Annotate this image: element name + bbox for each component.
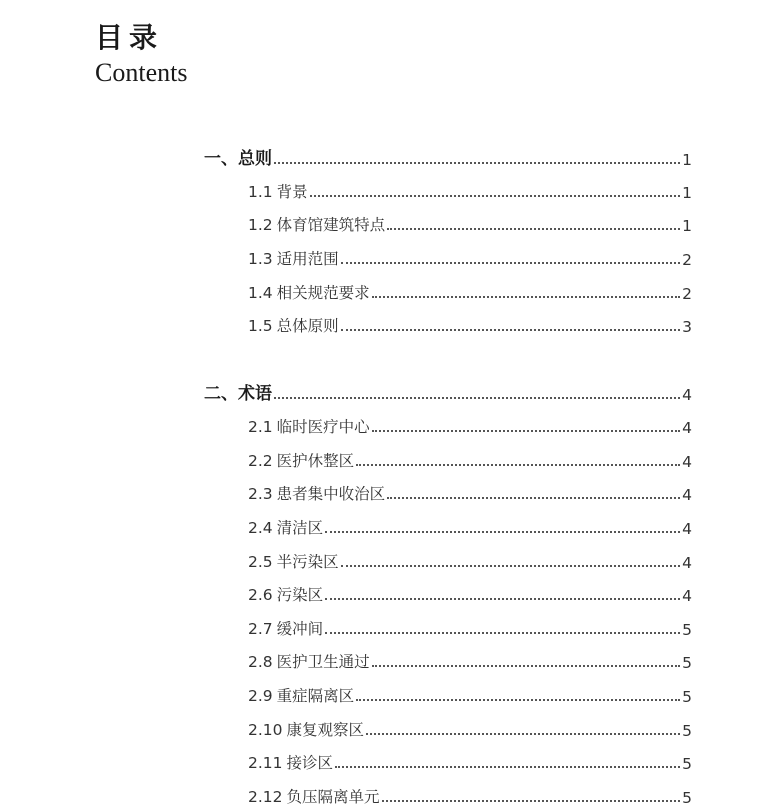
- toc-item[interactable]: [248, 480, 692, 504]
- dot-leader: [356, 464, 680, 466]
- section-number: 2.3: [248, 485, 273, 503]
- section-number: 1.3: [248, 250, 273, 268]
- dot-leader: [341, 262, 680, 264]
- section-title: 接诊区: [286, 754, 334, 772]
- section-title: 相关规范要求: [276, 284, 370, 302]
- toc-item[interactable]: [248, 581, 692, 605]
- dot-leader: [341, 329, 680, 331]
- toc-item[interactable]: [248, 279, 692, 303]
- page-number: 4: [682, 419, 692, 437]
- toc-item[interactable]: [248, 211, 692, 235]
- dot-leader: [325, 531, 680, 533]
- page-number: 3: [682, 318, 692, 336]
- page-number: 2: [682, 285, 692, 303]
- section-number: 1.4: [248, 284, 273, 302]
- section-number: 1.2: [248, 216, 273, 234]
- toc-chapter-1[interactable]: [204, 145, 692, 169]
- section-title: 总体原则: [276, 317, 339, 335]
- section-title: 背景: [276, 183, 308, 201]
- page-number: 2: [682, 251, 692, 269]
- section-title: 临时医疗中心: [276, 418, 370, 436]
- page-number: 5: [682, 688, 692, 706]
- page-number: 1: [682, 151, 692, 169]
- section-title: 负压隔离单元: [286, 788, 380, 806]
- dot-leader: [274, 162, 680, 164]
- page-number: 4: [682, 486, 692, 504]
- toc-item[interactable]: [248, 514, 692, 538]
- chapter-title: 二、术语: [204, 384, 272, 404]
- section-number: 2.9: [248, 687, 273, 705]
- page-number: 5: [682, 654, 692, 672]
- dot-leader: [387, 497, 680, 499]
- page-number: 1: [682, 184, 692, 202]
- section-number: 2.5: [248, 553, 273, 571]
- section-title: 医护休整区: [276, 452, 355, 470]
- toc-item[interactable]: [248, 648, 692, 672]
- page-number: 5: [682, 722, 692, 740]
- toc-item[interactable]: [248, 245, 692, 269]
- section-title: 清洁区: [276, 519, 324, 537]
- section-title: 康复观察区: [286, 721, 365, 739]
- toc-item[interactable]: [248, 615, 692, 639]
- section-title: 医护卫生通过: [276, 653, 370, 671]
- dot-leader: [341, 565, 680, 567]
- dot-leader: [325, 598, 680, 600]
- page-number: 1: [682, 217, 692, 235]
- dot-leader: [335, 766, 680, 768]
- toc-chapter-2[interactable]: [204, 380, 692, 404]
- section-number: 2.11: [248, 754, 283, 772]
- section-number: 2.4: [248, 519, 273, 537]
- section-number: 2.2: [248, 452, 273, 470]
- page-number: 4: [682, 386, 692, 404]
- toc-item[interactable]: [248, 178, 692, 202]
- dot-leader: [382, 800, 681, 802]
- dot-leader: [387, 228, 680, 230]
- dot-leader: [356, 699, 680, 701]
- title-english: Contents: [95, 58, 188, 87]
- section-title: 患者集中收治区: [276, 485, 386, 503]
- page-number: 4: [682, 554, 692, 572]
- title-chinese: 目录: [95, 21, 164, 54]
- toc-item[interactable]: [248, 716, 692, 740]
- page-number: 4: [682, 587, 692, 605]
- section-number: 2.12: [248, 788, 283, 806]
- toc-item[interactable]: [248, 548, 692, 572]
- dot-leader: [372, 296, 680, 298]
- section-title: 体育馆建筑特点: [276, 216, 386, 234]
- section-number: 2.8: [248, 653, 273, 671]
- page-number: 5: [682, 789, 692, 807]
- toc-item[interactable]: [248, 413, 692, 437]
- section-number: 2.6: [248, 586, 273, 604]
- section-number: 2.10: [248, 721, 283, 739]
- dot-leader: [372, 665, 680, 667]
- section-title: 适用范围: [276, 250, 339, 268]
- toc-item[interactable]: [248, 682, 692, 706]
- section-number: 1.1: [248, 183, 273, 201]
- section-number: 2.7: [248, 620, 273, 638]
- section-number: 1.5: [248, 317, 273, 335]
- page-number: 4: [682, 520, 692, 538]
- toc-item[interactable]: [248, 312, 692, 336]
- dot-leader: [372, 430, 680, 432]
- dot-leader: [274, 397, 680, 399]
- section-title: 半污染区: [276, 553, 339, 571]
- dot-leader: [310, 195, 680, 197]
- toc-item[interactable]: [248, 447, 692, 471]
- dot-leader: [325, 632, 680, 634]
- dot-leader: [366, 733, 680, 735]
- section-title: 重症隔离区: [276, 687, 355, 705]
- chapter-title: 一、总则: [204, 149, 272, 169]
- page-number: 5: [682, 755, 692, 773]
- section-number: 2.1: [248, 418, 273, 436]
- page-number: 5: [682, 621, 692, 639]
- page-number: 4: [682, 453, 692, 471]
- toc-item[interactable]: [248, 783, 692, 807]
- toc-item[interactable]: [248, 749, 692, 773]
- section-title: 污染区: [276, 586, 324, 604]
- section-title: 缓冲间: [276, 620, 324, 638]
